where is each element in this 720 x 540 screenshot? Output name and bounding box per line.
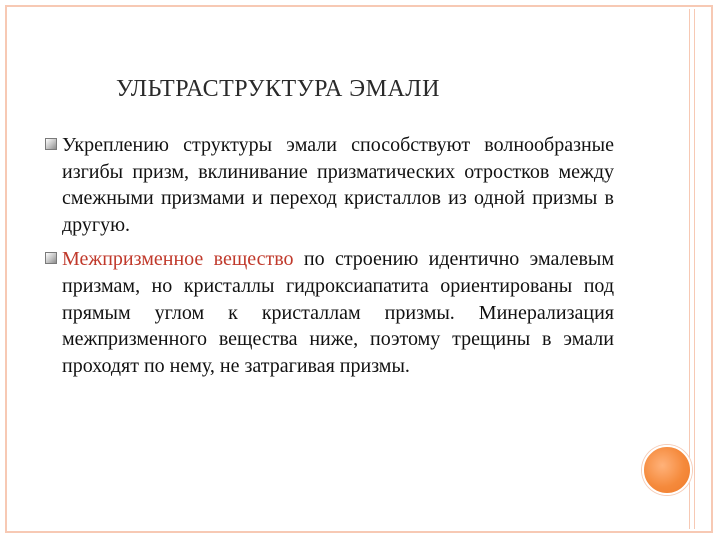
slide-title: УЛЬТРАСТРУКТУРА ЭМАЛИ [116, 76, 440, 102]
checkbox-bullet-icon [45, 252, 57, 264]
checkbox-bullet-icon [45, 138, 57, 150]
bullet-paragraph-2 [62, 246, 614, 379]
bullet-2-text: по строению идентично эмалевым призмам, но кристаллы гидроксиапатита ориентированы под прямым углом к кристаллам призмы. Минерализация межпризменного вещества ниже, поэтому трещины в эмали проходят по нему, не затрагивая призмы. [62, 248, 614, 377]
slide-body [62, 132, 614, 387]
slide-side-rule [689, 9, 695, 529]
bullet-2-highlight-term: Межпризменное вещество [62, 248, 294, 271]
bullet-paragraph-1 [62, 132, 614, 238]
orange-circle-decoration [642, 445, 692, 495]
bullet-1-text: Укреплению структуры эмали способствуют волнообразные изгибы призм, вклинивание призматических отростков между смежными призмами и переход кристаллов из одной призмы в другую. [62, 134, 614, 236]
